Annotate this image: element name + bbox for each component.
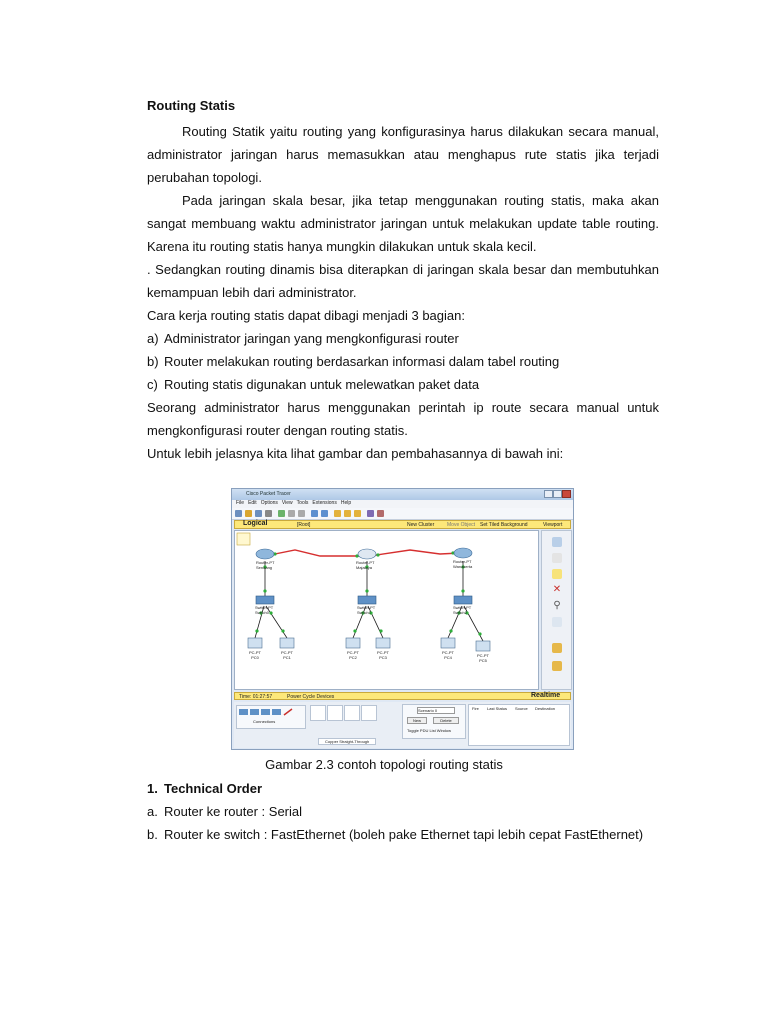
- list-item: a. Router ke router : Serial: [147, 804, 303, 819]
- paragraph-4: Seorang administrator harus menggunakan perintah ip route secara manual untuk mengkonfigurasi router dengan routing statis.: [147, 400, 659, 438]
- save-icon: [255, 510, 262, 517]
- common-tools-bar: [541, 530, 572, 690]
- add-simple-pdu-icon: [552, 643, 562, 653]
- crossover-icon: [361, 705, 377, 721]
- workspace-thumbnail-icon: [237, 533, 250, 545]
- switch-icon: [454, 596, 472, 604]
- serial-link-1-2: [370, 550, 460, 556]
- menu-edit: Edit: [248, 500, 257, 506]
- scenario-panel: [402, 704, 466, 739]
- add-complex-pdu-icon: [552, 661, 562, 671]
- serial-link-0-1: [265, 550, 365, 556]
- pc-icon: [248, 638, 262, 648]
- pc-label-4: PC-PT PC4: [442, 650, 454, 660]
- technical-order-section: [147, 777, 659, 846]
- place-note-icon: [552, 569, 562, 579]
- wizard-icon: [278, 510, 285, 517]
- pc-label-0: PC-PT PC0: [249, 650, 261, 660]
- new-file-icon: [235, 510, 242, 517]
- redo-icon: [321, 510, 328, 517]
- copy-icon: [288, 510, 295, 517]
- close-icon: [562, 490, 571, 498]
- figure-caption: Gambar 2.3 contoh topologi routing statis: [265, 757, 503, 772]
- menu-help: Help: [340, 500, 352, 506]
- zoom-in-icon: [334, 510, 341, 517]
- wireless-category-icon: [272, 709, 281, 715]
- zoom-reset-icon: [344, 510, 351, 517]
- pdu-col-destination: Destination: [535, 706, 556, 711]
- pdu-col-last-status: Last Status: [487, 706, 508, 711]
- device-template-icon: [377, 510, 384, 517]
- tiled-background-button: Set Tiled Background: [480, 522, 528, 528]
- router-label-sendang: Router-PT Sendang: [256, 560, 275, 570]
- router-icon: [454, 548, 472, 558]
- switch-category-icon: [250, 709, 259, 715]
- switch-label-0: Switch-PT Switch0: [255, 605, 274, 615]
- switch-icon: [256, 596, 274, 604]
- bottom-panel: [234, 702, 571, 748]
- connections-label: Connections: [253, 719, 276, 724]
- hub-category-icon: [261, 709, 270, 715]
- pc-icon: [376, 638, 390, 648]
- menu-bar: [232, 500, 573, 508]
- paragraph-3: . Sedangkan routing dinamis bisa diterapkan di jaringan skala besar dan membutuhkan kemampuan lebih dari administrator.: [147, 262, 659, 300]
- new-scenario-button: New: [407, 717, 427, 724]
- packet-tracer-screenshot: [231, 488, 574, 750]
- workspace-bar: [234, 520, 571, 529]
- switch-label-2: Switch-PT Switch2: [453, 605, 472, 615]
- pdu-col-fire: Fire: [472, 706, 479, 711]
- pc-icon: [476, 641, 490, 651]
- document-body: [147, 94, 659, 465]
- router-label-majalaya: Router-PT Majalaya: [356, 560, 375, 570]
- print-icon: [265, 510, 272, 517]
- power-cycle-button: Power Cycle Devices: [287, 694, 335, 700]
- switch-icon: [358, 596, 376, 604]
- palette-icon: [367, 510, 374, 517]
- pdu-list: [468, 704, 570, 746]
- root-label: [Root]: [297, 522, 311, 528]
- pc-icon: [346, 638, 360, 648]
- pc-label-1: PC-PT PC1: [281, 650, 293, 660]
- window-title: Cisco Packet Tracer: [246, 491, 291, 497]
- undo-icon: [311, 510, 318, 517]
- minimize-icon: [544, 490, 553, 498]
- cable-type-label: Copper Straight-Through: [318, 738, 376, 745]
- delete-icon: ✕: [552, 584, 562, 595]
- move-layout-icon: [552, 553, 562, 563]
- delete-scenario-button: Delete: [433, 717, 459, 724]
- router-icon: [256, 549, 274, 559]
- router-icon: [358, 549, 376, 559]
- scenario-select: Scenario 0: [417, 707, 455, 714]
- inspect-icon: ⚲: [553, 600, 561, 611]
- topology-diagram: [235, 531, 538, 689]
- pc-label-5: PC-PT PC5: [477, 653, 489, 663]
- connections-category-icon: [284, 709, 292, 715]
- viewport-button: Viewport: [543, 522, 563, 528]
- toggle-pdu-button: Toggle PDU List Window: [407, 728, 452, 733]
- time-readout: Time: 01:27:57: [239, 694, 273, 700]
- paragraph-5: Untuk lebih jelasnya kita lihat gambar dan pembahasannya di bawah ini:: [147, 446, 564, 461]
- section-heading: Routing Statis: [147, 98, 236, 113]
- pc-icon: [280, 638, 294, 648]
- pc-icon: [441, 638, 455, 648]
- paragraph-2: Pada jaringan skala besar, jika tetap menggunakan routing statis, maka akan sangat membuang waktu administrator jaringan untuk melakukan update table routing. Karena itu routing statis hanya mungkin dilakukan untuk skala kecil.: [147, 193, 659, 254]
- pc-label-2: PC-PT PC2: [347, 650, 359, 660]
- select-tool-icon: [552, 537, 562, 547]
- switch-label-1: Switch-PT Switch1: [357, 605, 376, 615]
- zoom-out-icon: [354, 510, 361, 517]
- open-folder-icon: [245, 510, 252, 517]
- intro-line: Cara kerja routing statis dapat dibagi menjadi 3 bagian:: [147, 308, 465, 323]
- paste-icon: [298, 510, 305, 517]
- menu-tools: Tools: [296, 500, 309, 506]
- section-heading: 1. Technical Order: [147, 781, 263, 796]
- list-item: b. Router ke switch : FastEthernet (boleh pake Ethernet tapi lebih cepat FastEthernet): [147, 827, 644, 842]
- menu-file: File: [236, 500, 245, 506]
- router-category-icon: [239, 709, 248, 715]
- resize-shape-icon: [552, 617, 562, 627]
- pc-label-3: PC-PT PC3: [377, 650, 389, 660]
- paragraph-1: Routing Statik yaitu routing yang konfigurasinya harus dilakukan secara manual, administrator jaringan harus memasukkan atau menghapus rute statis jika terjadi perubahan topologi.: [147, 124, 659, 185]
- list-item: c) Routing statis digunakan untuk melewatkan paket data: [147, 377, 480, 392]
- toolbar: [232, 508, 573, 520]
- device-type-box: [236, 705, 306, 729]
- menu-options: Options: [260, 500, 278, 506]
- topology-canvas: [234, 530, 539, 690]
- status-bar: [234, 692, 571, 700]
- list-item: b) Router melakukan routing berdasarkan informasi dalam tabel routing: [147, 354, 560, 369]
- list-item: a) Administrator jaringan yang mengkonfigurasi router: [147, 331, 459, 346]
- console-cable-icon: [327, 705, 343, 721]
- maximize-icon: [553, 490, 562, 498]
- straight-through-icon: [344, 705, 360, 721]
- window-titlebar: [232, 489, 573, 500]
- menu-extensions: Extensions: [312, 500, 337, 506]
- workspace-logical-label: Logical: [243, 520, 268, 527]
- new-cluster-button: New Cluster: [407, 522, 435, 528]
- pdu-col-source: Source: [515, 706, 528, 711]
- router-label-wanakerta: Router-PT Wanakerta: [453, 559, 473, 569]
- realtime-label: Realtime: [531, 692, 561, 699]
- device-category-icons: [237, 706, 305, 718]
- move-object-button: Move Object: [447, 522, 476, 528]
- auto-connection-icon: [310, 705, 326, 721]
- menu-view: View: [281, 500, 293, 506]
